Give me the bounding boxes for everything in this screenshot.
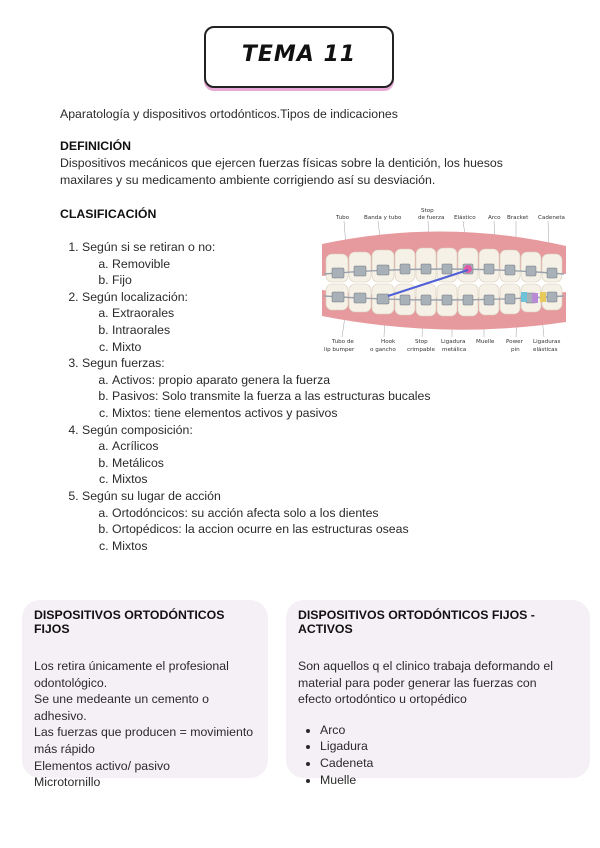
list-item: • Muelle (320, 772, 578, 789)
list-item: 2. Según localización: a. Extraorales b. Intraorales c. Mixto (82, 289, 462, 355)
figure-label: lip bumper (324, 347, 355, 353)
figure-label: elásticas (533, 347, 558, 353)
list-item: • Ligadura (320, 738, 578, 755)
card-line: odontológico. (34, 675, 108, 690)
list-item: 4. Según composición: a. Acrílicos b. Metálicos c. Mixtos (82, 422, 462, 488)
card-line: Se une medeante un cemento o (34, 692, 210, 707)
figure-label: Stop (415, 339, 428, 345)
figure-label: Ligaduras (533, 339, 561, 345)
figure-label: crimpable (407, 347, 435, 353)
card-title: DISPOSITIVOS ORTODÓNTICOS FIJOS - ACTIVOS (298, 608, 535, 636)
card-line: Las fuerzas que producen = movimiento (34, 725, 254, 740)
list-item: 5. Según su lugar de acción a. Ortodóncicos: su acción afecta solo a los dientes b. Ortopédicos: la accion ocurre en las estructuras oseas c. Mixtos (82, 488, 462, 554)
card-body (298, 658, 578, 708)
figure-label: Stop (421, 208, 434, 214)
braces-illustration (318, 204, 570, 362)
figure-label: Muelle (476, 339, 495, 345)
card-line: Microtornillo (34, 775, 101, 790)
card-line: más rápido (34, 741, 95, 756)
list-item: • Cadeneta (320, 755, 578, 772)
list-item: b. Pasivos: Solo transmite la fuerza a las estructuras bucales (112, 388, 462, 405)
figure-label: Ligadura (441, 339, 466, 345)
list-item: 1. Según si se retiran o no: a. Removible b. Fijo (82, 239, 462, 289)
list-item: a. Removible (112, 256, 462, 273)
figure-label: Arco (488, 215, 501, 221)
card-line: efecto ortodóntico u ortopédico (298, 692, 467, 707)
figure-label: Tubo de (332, 339, 354, 345)
figure-label: Bracket (507, 215, 529, 221)
card-line: Los retira únicamente el profesional (34, 659, 229, 673)
subtitle: Aparatología y dispositivos ortodónticos.Tipos de indicaciones (60, 107, 398, 121)
list-item: a. Acrílicos (112, 438, 462, 455)
page-title: TEMA 11 (241, 42, 357, 67)
list-item: a. Ortodóncicos: su acción afecta solo a los dientes (112, 505, 462, 522)
title-box (204, 26, 394, 88)
card-title: DISPOSITIVOS ORTODÓNTICOS FIJOS (34, 608, 225, 636)
list-item: a. Extraorales (112, 305, 462, 322)
list-item: b. Fijo (112, 272, 462, 289)
figure-label: Banda y tubo (364, 215, 402, 221)
list-item: c. Mixtos: tiene elementos activos y pasivos (112, 405, 462, 422)
list-item: a. Activos: propio aparato genera la fuerza (112, 372, 462, 389)
card-fijos-activos (286, 600, 590, 787)
card-line: material para poder generar las fuerzas con (298, 675, 537, 690)
list-item: 3. Segun fuerzas: a. Activos: propio aparato genera la fuerza b. Pasivos: Solo transmite la fuerza a las estructuras bucales c. Mixtos: tiene elementos activos y pasivos (82, 355, 462, 421)
bullet-list (298, 722, 578, 788)
figure-label: Power (506, 339, 523, 345)
figure-label: metálica (442, 347, 467, 353)
list-item: c. Mixtos (112, 538, 462, 555)
card-line: adhesivo. (34, 708, 87, 723)
figure-label: pin (511, 347, 520, 353)
list-item: c. Mixto (112, 339, 462, 356)
definicion-line-1: Dispositivos mecánicos que ejercen fuerzas físicas sobre la dentición, los huesos (60, 156, 503, 170)
figure-label: Elástico (454, 215, 476, 221)
clasificacion-heading: CLASIFICACIÓN (60, 207, 157, 221)
definicion-heading: DEFINICIÓN (60, 139, 132, 153)
figure-label: o gancho (370, 347, 396, 353)
figure-label: Hook (381, 339, 396, 345)
card-line: Son aquellos q el clinico trabaja deformando el (298, 659, 553, 673)
card-body (34, 658, 256, 791)
figure-label: de fuerza (418, 215, 445, 221)
card-line: Elementos activo/ pasivo (34, 758, 171, 773)
figure-label: Cadeneta (538, 215, 565, 221)
list-item: b. Ortopédicos: la accion ocurre en las estructuras oseas (112, 521, 462, 538)
figure-label: Tubo (336, 215, 350, 221)
definicion-line-2: maxilares y su medicamento ambiente corrigiendo así su desviación. (60, 173, 436, 187)
list-item: b. Metálicos (112, 455, 462, 472)
list-item: • Arco (320, 722, 578, 739)
card-fijos (22, 600, 268, 790)
list-item: b. Intraorales (112, 322, 462, 339)
list-item: c. Mixtos (112, 471, 462, 488)
